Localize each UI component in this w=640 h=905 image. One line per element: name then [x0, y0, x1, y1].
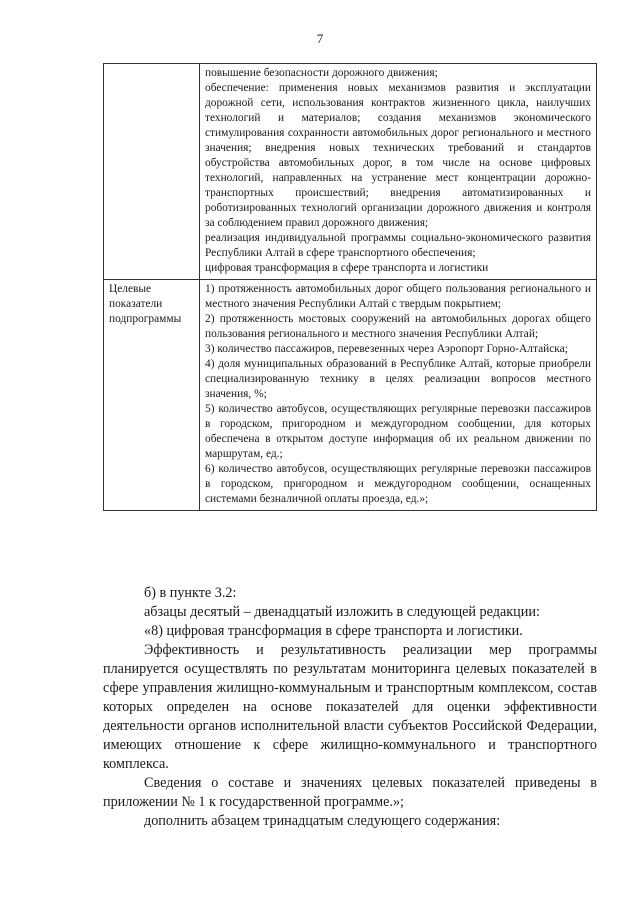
- indicator-item: 5) количество автобусов, осуществляющих регулярные перевозки пассажиров в городском, пригородном и междугородном сообщении, для которых обеспечена в открытом доступе информация об их реальном движении по маршрутам, ед.;: [205, 403, 591, 460]
- indicator-item: 6) количество автобусов, осуществляющих регулярные перевозки пассажиров в городском, пригородном и междугородном сообщении, оснащенных системами безналичной оплаты проезда, ед.»;: [205, 463, 591, 505]
- row-label-cell: [104, 64, 200, 280]
- body-paragraph: дополнить абзацем тринадцатым следующего содержания:: [144, 813, 501, 829]
- indicators-cell: [200, 280, 597, 511]
- indicator-item: 3) количество пассажиров, перевезенных через Аэропорт Горно-Алтайска;: [205, 343, 568, 355]
- tasks-cell: [200, 64, 597, 280]
- page-number: 7: [316, 31, 324, 46]
- task-paragraph: обеспечение: применения новых механизмов развития и эксплуатации дорожной сети, использования контрактов жизненного цикла, наилучших технологий и материалов; создания механизмов экономического стимулирования сохранности автомобильных дорог регионального и местного значения; внедрения новых технических требований и стандартов обустройства автомобильных дорог, в том числе на основе цифровых технологий, направленных на устранение мест концентрации дорожно-транспортных происшествий; внедрения автоматизированных и роботизированных технологий организации дорожного движения и контроля за соблюдением правил дорожного движения;: [205, 82, 591, 229]
- body-paragraph: Эффективность и результативность реализации мер программы планируется осуществлять по результатам мониторинга целевых показателей в сфере управления жилищно-коммунальным и транспортным комплексом, состав которых определен на основе показателей для оценки эффективности деятельности органов исполнительной власти субъектов Российской Федерации, имеющих отношение к сфере жилищно-коммунального и транспортного комплекса.: [103, 642, 597, 772]
- subprogram-passport-table: [103, 63, 597, 511]
- task-paragraph: повышение безопасности дорожного движения;: [205, 67, 438, 79]
- task-paragraph: реализация индивидуальной программы социально-экономического развития Республики Алтай в сфере транспортного обеспечения;: [205, 232, 591, 259]
- target-indicators-label: Целевые показатели подпрограммы: [104, 280, 200, 511]
- table-row: [104, 64, 597, 280]
- indicator-item: 1) протяженность автомобильных дорог общего пользования регионального и местного значения Республики Алтай с твердым покрытием;: [205, 283, 591, 310]
- indicator-item: 4) доля муниципальных образований в Республике Алтай, которые приобрели специализированную технику в целях реализации вопросов местного значения, %;: [205, 358, 591, 400]
- body-paragraph: б) в пункте 3.2:: [144, 585, 237, 601]
- table-row: [104, 280, 597, 511]
- body-paragraph: Сведения о составе и значениях целевых показателей приведены в приложении № 1 к государственной программе.»;: [103, 775, 597, 810]
- indicator-item: 2) протяженность мостовых сооружений на автомобильных дорогах общего пользования регионального и местного значения Республики Алтай;: [205, 313, 591, 340]
- body-paragraph: «8) цифровая трансформация в сфере транспорта и логистики.: [144, 623, 523, 639]
- task-paragraph: цифровая трансформация в сфере транспорта и логистики: [205, 262, 489, 274]
- body-text: [103, 584, 597, 831]
- body-paragraph: абзацы десятый – двенадцатый изложить в следующей редакции:: [144, 604, 540, 620]
